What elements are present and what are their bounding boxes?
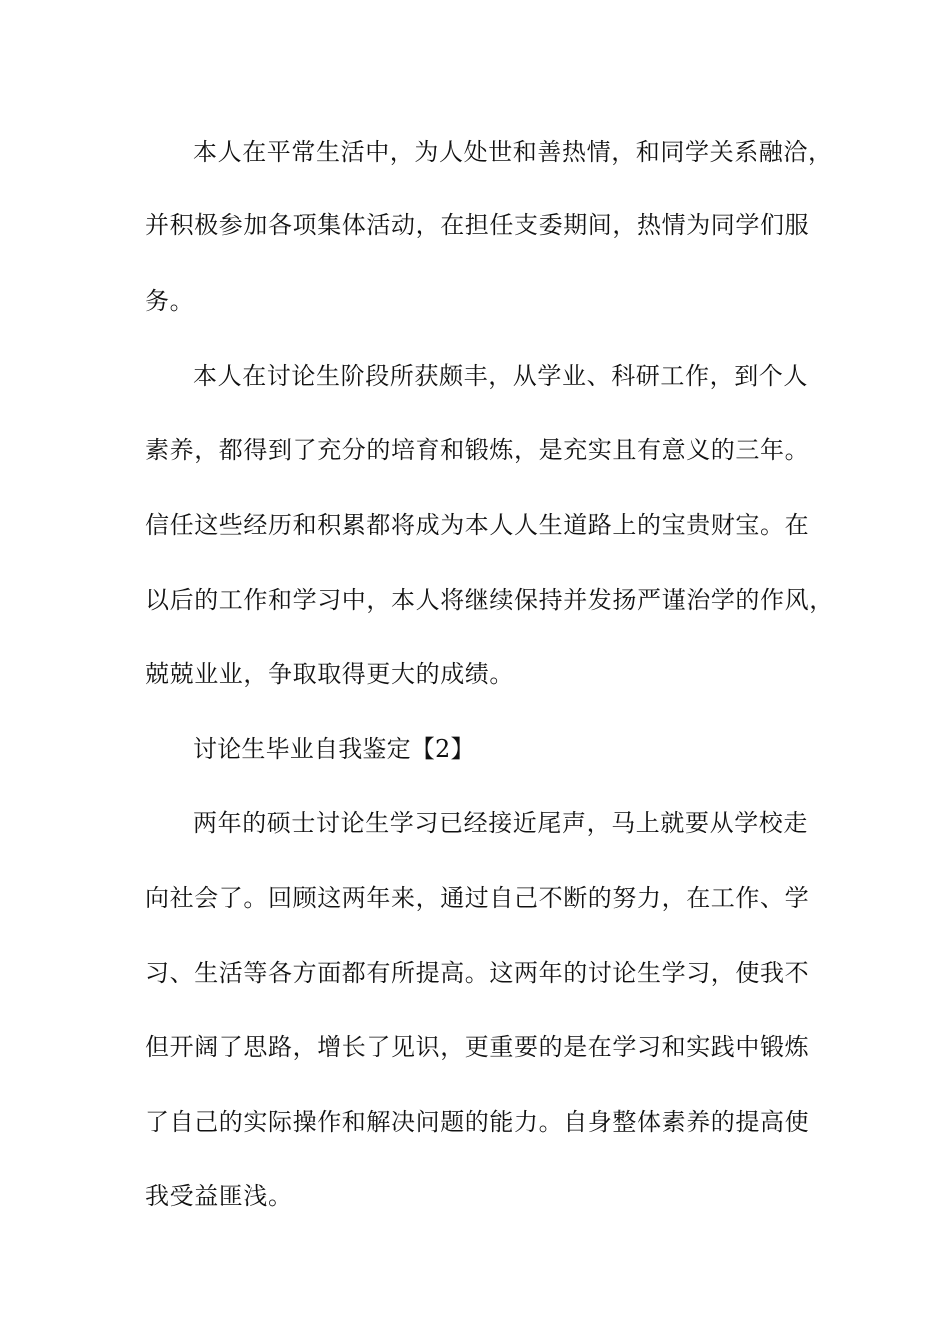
paragraph-1-line: 并积极参加各项集体活动，在担任支委期间，热情为同学们服 [145,211,810,239]
paragraph-3-line: 了自己的实际操作和解决问题的能力。自身整体素养的提高使 [145,1108,810,1136]
paragraph-1-line: 务。 [145,287,195,315]
paragraph-3-line: 我受益匪浅。 [145,1182,293,1210]
paragraph-2-line: 素养，都得到了充分的培育和锻炼，是充实且有意义的三年。 [145,436,810,464]
paragraph-3-line: 但开阔了思路，增长了见识，更重要的是在学习和实践中锻炼 [145,1033,810,1061]
paragraph-3-line: 两年的硕士讨论生学习已经接近尾声，马上就要从学校走 [193,809,808,837]
paragraph-2-line: 信任这些经历和积累都将成为本人人生道路上的宝贵财宝。在 [145,511,810,539]
paragraph-2-line: 本人在讨论生阶段所获颇丰，从学业、科研工作，到个人 [193,362,808,390]
section-heading: 讨论生毕业自我鉴定【2】 [193,735,475,763]
paragraph-2-line: 以后的工作和学习中，本人将继续保持并发扬严谨治学的作风， [145,586,834,614]
paragraph-1-line: 本人在平常生活中，为人处世和善热情，和同学关系融洽， [193,138,833,166]
paragraph-2-line: 兢兢业业，争取取得更大的成绩。 [145,660,514,688]
paragraph-3-line: 向社会了。回顾这两年来，通过自己不断的努力，在工作、学 [145,884,810,912]
paragraph-3-line: 习、生活等各方面都有所提高。这两年的讨论生学习，使我不 [145,959,810,987]
